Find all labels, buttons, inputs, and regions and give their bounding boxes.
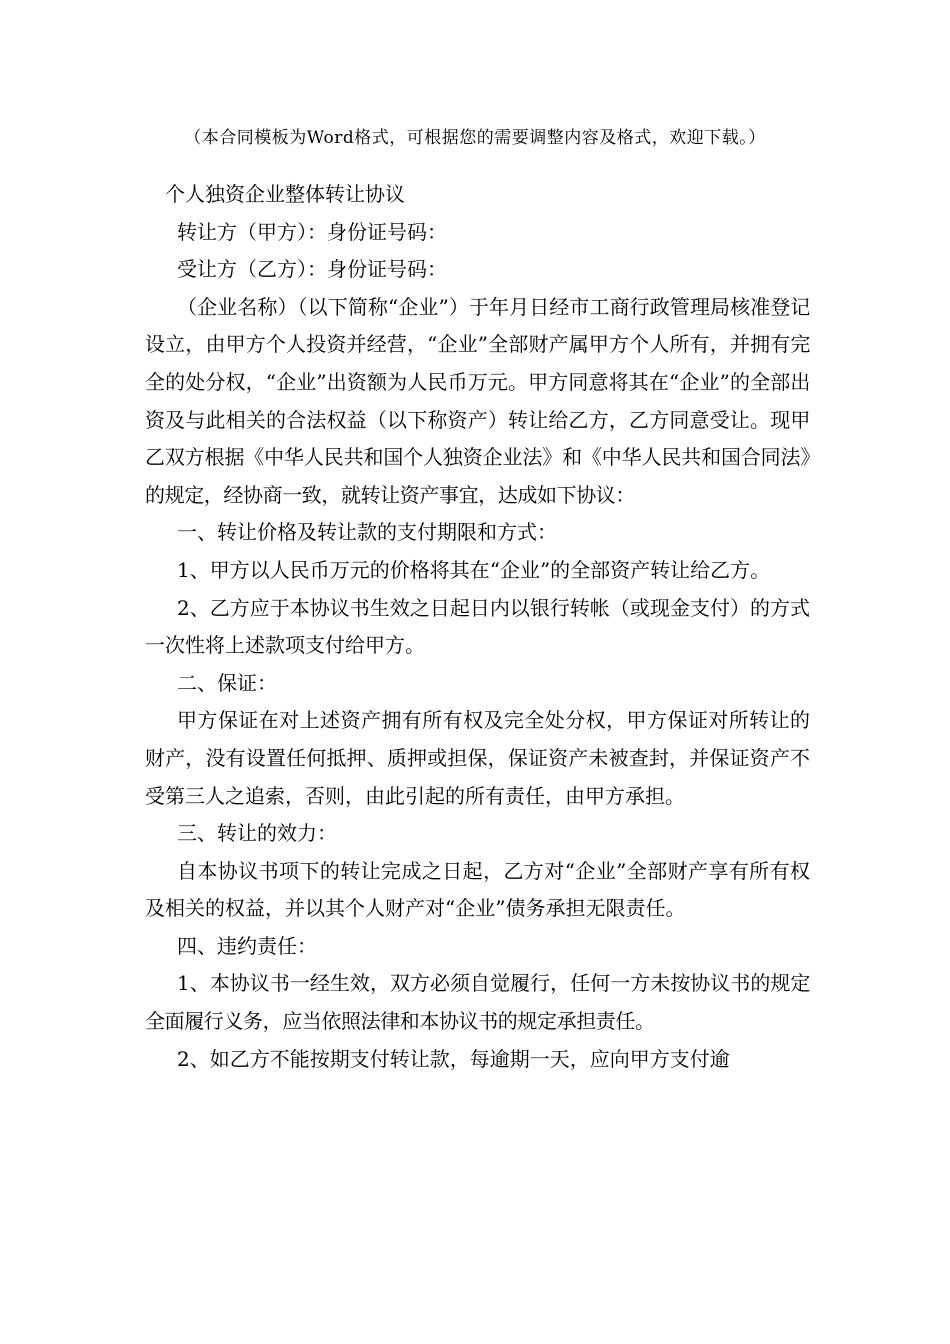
transferee-line: 受让方（乙方）：身份证号码： — [177, 257, 447, 282]
section-2-heading: 二、保证： — [177, 670, 277, 695]
section-3-heading: 三、转让的效力： — [177, 821, 337, 846]
section-4-item-1: 1、本协议书一经生效，双方必须自觉履行，任何一方未按协议书的规定全面履行义务，应当依照法律和本协议书的规定承担责任。 — [145, 971, 810, 1034]
template-note: （本合同模板为Word格式，可根据您的需要调整内容及格式，欢迎下载。） — [184, 128, 766, 148]
section-4-item-2: 2、如乙方不能按期支付转让款，每逾期一天，应向甲方支付逾 — [177, 1046, 730, 1071]
agreement-body — [145, 176, 810, 1078]
section-1-item-2: 2、乙方应于本协议书生效之日起日内以银行转帐（或现金支付）的方式一次性将上述款项支付给甲方。 — [145, 595, 810, 658]
section-3-body: 自本协议书项下的转让完成之日起，乙方对“企业”全部财产享有所有权及相关的权益，并以其个人财产对“企业”债务承担无限责任。 — [145, 858, 810, 921]
transferor-line: 转让方（甲方）：身份证号码： — [177, 219, 447, 244]
agreement-title: 个人独资企业整体转让协议 — [165, 182, 405, 206]
section-1-item-1: 1、甲方以人民币万元的价格将其在“企业”的全部资产转让给乙方。 — [177, 557, 771, 582]
preamble-paragraph: （企业名称）（以下简称“企业”）于年月日经市工商行政管理局核准登记设立，由甲方个人投资并经营，“企业”全部财产属甲方个人所有，并拥有完全的处分权，“企业”出资额为人民币万元。甲方同意将其在“企业”的全部出资及与此相关的合法权益（以下称资产）转让给乙方，乙方同意受让。现甲乙双方根据《中华人民共和国个人独资企业法》和《中华人民共和国合同法》的规定，经协商一致，就转让资产事宜，达成如下协议： — [145, 294, 810, 507]
section-1-heading: 一、转让价格及转让款的支付期限和方式： — [177, 520, 557, 545]
section-4-heading: 四、违约责任： — [177, 933, 317, 958]
section-2-body: 甲方保证在对上述资产拥有所有权及完全处分权，甲方保证对所转让的财产，没有设置任何抵押、质押或担保，保证资产未被查封，并保证资产不受第三人之追索，否则，由此引起的所有责任，由甲方承担。 — [145, 708, 810, 808]
